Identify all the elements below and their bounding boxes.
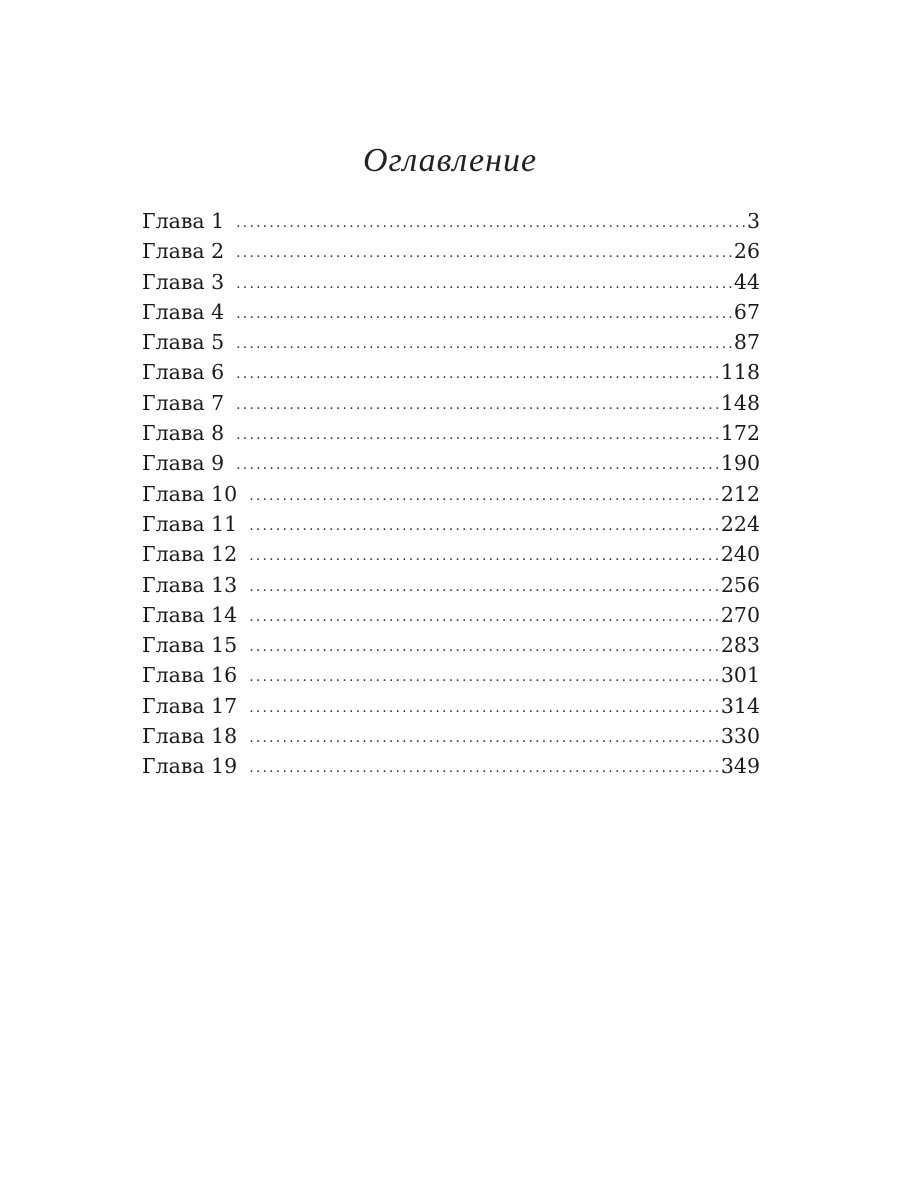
toc-page-number: 87 xyxy=(733,330,760,355)
toc-heading: Оглавление xyxy=(362,142,538,179)
toc-page-number: 212 xyxy=(720,481,760,506)
toc-chapter-label: Глава 7 xyxy=(142,390,225,415)
toc-dot-leader xyxy=(236,299,732,329)
toc-chapter-label: Глава 4 xyxy=(142,299,225,324)
toc-page-number: 314 xyxy=(720,693,760,718)
toc-entry xyxy=(142,570,760,600)
toc-chapter-label: Глава 19 xyxy=(142,754,238,779)
toc-page-number: 240 xyxy=(720,542,760,567)
toc-dot-leader xyxy=(249,693,719,723)
toc-page-number: 3 xyxy=(746,209,760,233)
toc-chapter-label: Глава 8 xyxy=(142,421,225,446)
toc-entry xyxy=(142,630,760,660)
toc-chapter-label: Глава 5 xyxy=(142,330,225,355)
toc-dot-leader xyxy=(236,359,719,389)
toc-page-number: 330 xyxy=(720,724,760,749)
toc-chapter-label: Глава 3 xyxy=(142,269,225,294)
toc-entry xyxy=(142,721,760,751)
toc-dot-leader xyxy=(249,723,719,753)
toc-chapter-label: Глава 18 xyxy=(142,724,238,749)
toc-chapter-label: Глава 12 xyxy=(142,542,238,567)
toc-chapter-label: Глава 11 xyxy=(142,511,238,536)
toc-dot-leader xyxy=(249,481,719,511)
toc-entry xyxy=(142,600,760,630)
toc-page-number: 26 xyxy=(733,239,760,264)
toc-entry xyxy=(142,206,760,236)
toc-dot-leader xyxy=(249,572,719,602)
toc-entry xyxy=(142,691,760,721)
toc-entry xyxy=(142,509,760,539)
toc-chapter-label: Глава 1 xyxy=(142,209,225,233)
table-of-contents xyxy=(142,206,760,782)
toc-chapter-label: Глава 9 xyxy=(142,451,225,476)
toc-entry xyxy=(142,388,760,418)
toc-page-number: 256 xyxy=(720,572,760,597)
toc-page-number: 270 xyxy=(720,602,760,627)
toc-entry xyxy=(142,751,760,781)
toc-entry xyxy=(142,267,760,297)
toc-dot-leader xyxy=(249,753,719,783)
toc-chapter-label: Глава 17 xyxy=(142,693,238,718)
toc-entry xyxy=(142,236,760,266)
toc-page-number: 172 xyxy=(720,421,760,446)
toc-dot-leader xyxy=(236,208,745,238)
toc-page-number: 148 xyxy=(720,390,760,415)
toc-page-number: 190 xyxy=(720,451,760,476)
toc-page-number: 301 xyxy=(720,663,760,688)
toc-chapter-label: Глава 16 xyxy=(142,663,238,688)
toc-chapter-label: Глава 15 xyxy=(142,633,238,658)
toc-chapter-label: Глава 14 xyxy=(142,602,238,627)
toc-dot-leader xyxy=(249,602,719,632)
toc-entry xyxy=(142,327,760,357)
toc-dot-leader xyxy=(236,329,732,359)
toc-page-number: 118 xyxy=(720,360,760,385)
toc-dot-leader xyxy=(236,238,732,268)
toc-entry xyxy=(142,479,760,509)
toc-entry xyxy=(142,539,760,569)
toc-chapter-label: Глава 10 xyxy=(142,481,238,506)
toc-dot-leader xyxy=(249,662,719,692)
toc-page-number: 67 xyxy=(733,299,760,324)
toc-entry xyxy=(142,357,760,387)
toc-page-number: 283 xyxy=(720,633,760,658)
toc-dot-leader xyxy=(236,450,719,480)
toc-dot-leader xyxy=(249,632,719,662)
toc-chapter-label: Глава 13 xyxy=(142,572,238,597)
toc-dot-leader xyxy=(236,390,719,420)
toc-dot-leader xyxy=(236,269,732,299)
toc-page-number: 224 xyxy=(720,511,760,536)
toc-page-number: 44 xyxy=(733,269,760,294)
toc-dot-leader xyxy=(249,511,719,541)
toc-entry xyxy=(142,297,760,327)
toc-entry xyxy=(142,660,760,690)
toc-dot-leader xyxy=(249,541,719,571)
toc-chapter-label: Глава 2 xyxy=(142,239,225,264)
toc-entry xyxy=(142,418,760,448)
toc-entry xyxy=(142,448,760,478)
toc-page-number: 349 xyxy=(720,754,760,779)
toc-chapter-label: Глава 6 xyxy=(142,360,225,385)
toc-dot-leader xyxy=(236,420,719,450)
